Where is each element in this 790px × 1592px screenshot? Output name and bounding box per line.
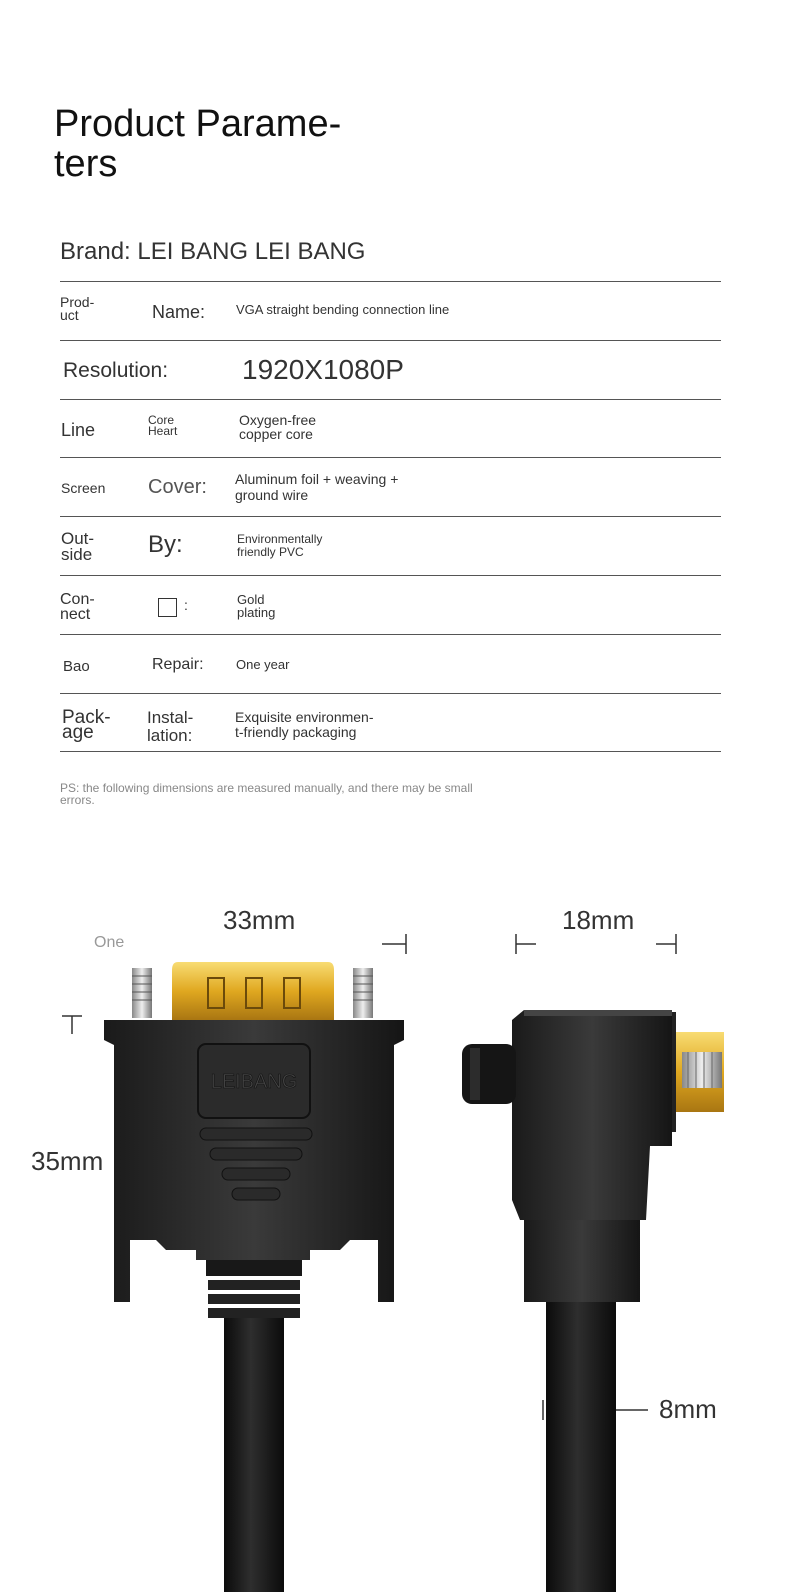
logo-text: LEIBANG xyxy=(210,1071,298,1093)
row-value-outside: Environmentally friendly PVC xyxy=(237,532,323,559)
row-label-product: Prod- uct xyxy=(60,294,95,323)
row-value-name: VGA straight bending connection line xyxy=(236,302,450,317)
row-label-screen: Screen xyxy=(61,480,106,496)
row-key-installation: Instal- lation: xyxy=(147,708,194,745)
row-value-core: Oxygen-free copper core xyxy=(239,412,317,442)
dimension-width-side: 18mm xyxy=(562,905,635,935)
dimension-cable: 8mm xyxy=(659,1394,717,1424)
row-label-bao: Bao xyxy=(63,658,90,675)
row-value-resolution: 1920X1080P xyxy=(242,354,404,385)
page-title: Product Parame- ters xyxy=(54,103,342,185)
measurement-note: PS: the following dimensions are measured manually, and there may be small errors. xyxy=(60,781,473,807)
row-value-warranty: One year xyxy=(236,657,290,672)
row-value-package: Exquisite environmen- t-friendly packaging xyxy=(235,709,374,740)
row-label-package: Pack- age xyxy=(62,707,111,743)
row-key-repair: Repair: xyxy=(152,656,204,673)
label-one: One xyxy=(94,934,125,951)
row-label-connect: Con- nect xyxy=(60,591,95,623)
row-key-cover: Cover: xyxy=(148,476,207,498)
row-value-connect: Gold plating xyxy=(237,592,276,620)
row-key-by: By: xyxy=(148,531,183,558)
dimension-width-front: 33mm xyxy=(223,905,296,935)
row-key-core-heart: Core Heart xyxy=(148,413,178,438)
vga-connector-front xyxy=(104,962,404,1592)
brand-text: Brand: LEI BANG LEI BANG xyxy=(60,238,366,265)
row-key-name: Name: xyxy=(152,302,206,322)
row-label-resolution: Resolution: xyxy=(63,359,169,382)
row-label-outside: Out- side xyxy=(61,529,95,564)
row-label-line: Line xyxy=(61,420,96,440)
vga-connector-side xyxy=(462,1010,724,1592)
row-value-cover: Aluminum foil + weaving + ground wire xyxy=(235,471,399,503)
dimension-height: 35mm xyxy=(31,1146,104,1176)
row-key-colon: : xyxy=(184,597,188,613)
